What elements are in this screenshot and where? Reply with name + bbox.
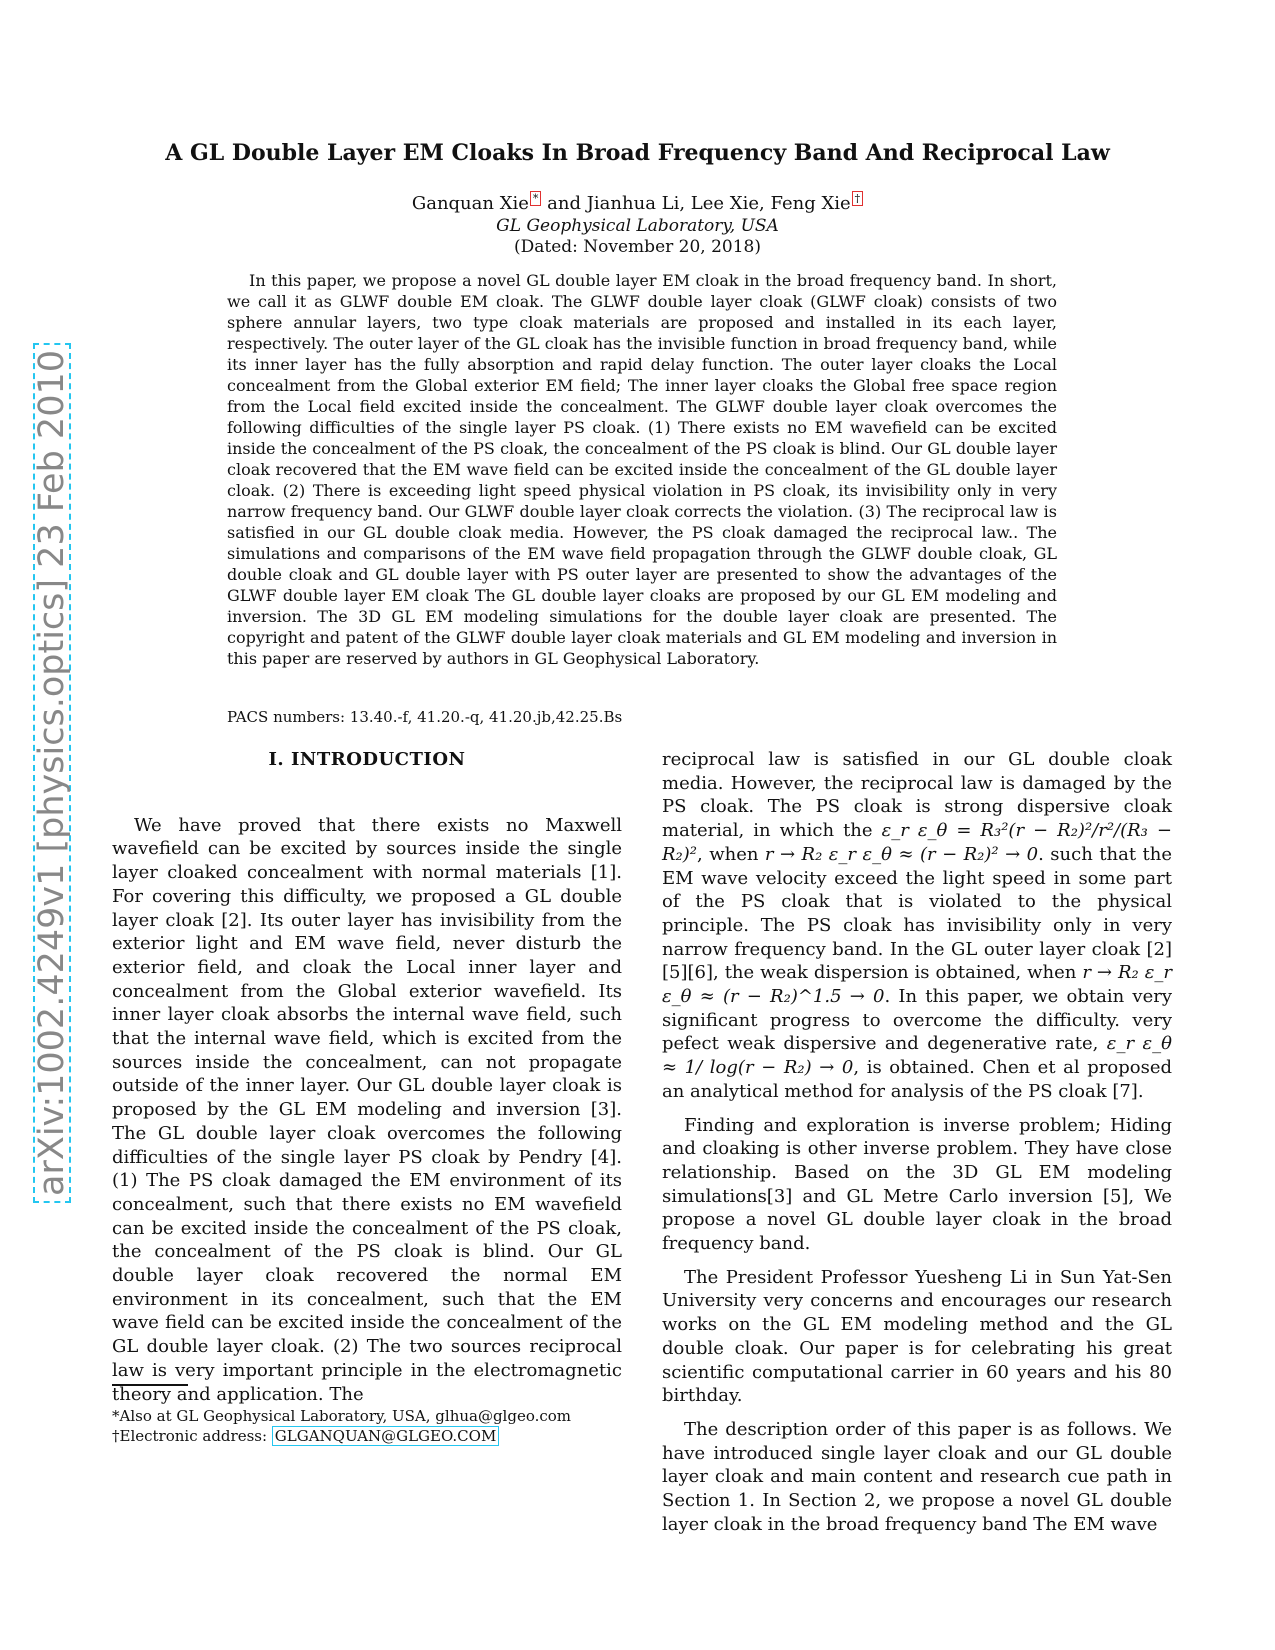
author-line bbox=[0, 192, 1275, 214]
intro-paragraph-3: The President Professor Yuesheng Li in Sun Yat-Sen University very concerns and encourages our research works on the GL EM modeling method and the GL double cloak. Our paper is for celebrating his great scientific computational carrier in 60 years and his 80 birthday. bbox=[662, 1266, 1172, 1407]
arxiv-sidebar[interactable] bbox=[30, 343, 74, 1203]
section-heading: I. INTRODUCTION bbox=[268, 749, 466, 770]
abstract bbox=[227, 270, 1057, 669]
equation-ps-limit: r → R₂ ε_r ε_θ ≈ (r − R₂)² → 0 bbox=[764, 843, 1039, 865]
affiliation: GL Geophysical Laboratory, USA bbox=[496, 216, 779, 236]
left-column bbox=[112, 748, 622, 1406]
equation-log-rate: ε_r ε_θ ≈ 1/ log(r − R₂) → 0 bbox=[662, 1033, 1172, 1079]
footnote-rule bbox=[112, 1384, 188, 1386]
intro-paragraph-4: The description order of this paper is as follows. We have introduced single layer cloak and our GL double layer cloak and main content and research cue path in Section 1. In Section 2, we propose a novel GL double layer cloak in the broad frequency band The EM wave bbox=[662, 1418, 1172, 1535]
footnote-1: *Also at GL Geophysical Laboratory, USA, glhua@glgeo.com bbox=[112, 1407, 572, 1425]
footnote-link-2[interactable]: † bbox=[852, 191, 864, 206]
footnotes bbox=[112, 1406, 672, 1446]
intro-paragraph-continued: reciprocal law is satisfied in our GL double cloak media. However, the reciprocal law is damaged by the PS cloak. The PS cloak is strong dispersive cloak material, in which the ε_r ε_θ = R₃²(r − R₂)²/r²/(R₃ − R₂)², when r → R₂ ε_r ε_θ ≈ (r − R₂)² → 0. such that the EM wave velocity exceed the light speed in some part of the PS cloak that is violated to the physical principle. The PS cloak has invisibility only in very narrow frequency band. In the GL outer layer cloak [2] [5][6], the weak dispersion is obtained, when r → R₂ ε_r ε_θ ≈ (r − R₂)^1.5 → 0. In this paper, we obtain very significant progress to overcome the difficulty. very pefect weak dispersive and degenerative rate, ε_r ε_θ ≈ 1/ log(r − R₂) → 0, is obtained. Chen et al proposed an analytical method for analysis of the PS cloak [7]. bbox=[662, 749, 1172, 1102]
arxiv-identifier[interactable]: arXiv:1002.4249v1 [physics.optics] 23 Feb 2010 bbox=[32, 350, 72, 1196]
intro-paragraph-2: Finding and exploration is inverse problem; Hiding and cloaking is other inverse problem. They have close relationship. Based on the 3D GL EM modeling simulations[3] and GL Metre Carlo inversion [5], We propose a novel GL double layer cloak in the broad frequency band. bbox=[662, 1114, 1172, 1255]
intro-paragraph-1: We have proved that there exists no Maxwell wavefield can be excited by sources inside the single layer cloaked concealment with normal materials [1]. For covering this difficulty, we proposed a GL double layer cloak [2]. Its outer layer has invisibility from the exterior light and EM wave field, never disturb the exterior field, and cloak the Local inner layer and concealment from the Global exterior wavefield. Its inner layer cloak absorbs the internal wave field, such that the internal wave field, which is excited from the sources inside the concealment, can not propagate outside of the inner layer. Our GL double layer cloak is proposed by the GL EM modeling and inversion [3]. The GL double layer cloak overcomes the following difficulties of the single layer PS cloak by Pendry [4]. (1) The PS cloak damaged the EM environment of its concealment, such that there exists no EM wavefield can be excited inside the concealment of the PS cloak, the concealment of the PS cloak is blind. Our GL double layer cloak recovered the normal EM environment in its concealment, such that the EM wave field can be excited inside the concealment of the GL double layer cloak. (2) The two sources reciprocal law is very important principle in the electromagnetic theory and application. The bbox=[112, 814, 622, 1405]
pacs-numbers: PACS numbers: 13.40.-f, 41.20.-q, 41.20.jb,42.25.Bs bbox=[227, 708, 623, 726]
equation-gl-limit: r → R₂ ε_r ε_θ ≈ (r − R₂)^1.5 → 0 bbox=[662, 962, 1172, 1008]
footnote-link-1[interactable]: * bbox=[530, 191, 542, 206]
email-link[interactable]: GLGANQUAN@GLGEO.COM bbox=[272, 1426, 500, 1446]
right-column bbox=[662, 748, 1172, 1537]
paper-title: A GL Double Layer EM Cloaks In Broad Frequency Band And Reciprocal Law bbox=[165, 140, 1110, 166]
date-line: (Dated: November 20, 2018) bbox=[513, 237, 761, 257]
equation-ps-permittivity: ε_r ε_θ = R₃²(r − R₂)²/r²/(R₃ − R₂)² bbox=[662, 820, 1172, 865]
footnote-2: †Electronic address: GLGANQUAN@GLGEO.COM bbox=[112, 1426, 672, 1446]
author-name: Ganquan Xie bbox=[411, 193, 529, 214]
coauthors: and Jianhua Li, Lee Xie, Feng Xie bbox=[541, 193, 851, 214]
abstract-text: In this paper, we propose a novel GL double layer EM cloak in the broad frequency band. In short, we call it as GLWF double EM cloak. The GLWF double layer cloak (GLWF cloak) consists of two sphere annular layers, two type cloak materials are proposed and installed in its each layer, respectively. The outer layer of the GL cloak has the invisible function in broad frequency band, while its inner layer has the fully absorption and rapid delay function. The outer layer cloaks the Local concealment from the Global exterior EM field; The inner layer cloaks the Global free space region from the Local field excited inside the concealment. The GLWF double layer cloak overcomes the following difficulties of the single layer PS cloak. (1) There exists no EM wavefield can be excited inside the concealment of the PS cloak, the concealment of the PS cloak is blind. Our GL double layer cloak recovered that the EM wave field can be excited inside the concealment of the GL double layer cloak. (2) There is exceeding light speed physical violation in PS cloak, its invisibility only in very narrow frequency band. Our GLWF double layer cloak corrects the violation. (3) The reciprocal law is satisfied in our GL double cloak media. However, the PS cloak damaged the reciprocal law.. The simulations and comparisons of the EM wave field propagation through the GLWF double cloak, GL double cloak and GL double layer with PS outer layer are presented to show the advantages of the GLWF double layer EM cloak The GL double layer cloaks are proposed by our GL EM modeling and inversion. The 3D GL EM modeling simulations for the double layer cloak are presented. The copyright and patent of the GLWF double layer cloak materials and GL EM modeling and inversion in this paper are reserved by authors in GL Geophysical Laboratory. bbox=[227, 271, 1057, 668]
